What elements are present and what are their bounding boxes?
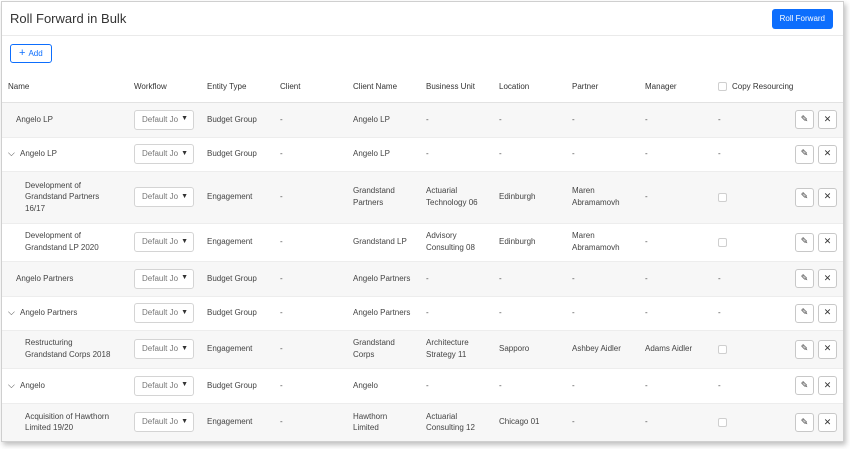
cell-copy-resourcing	[712, 330, 776, 368]
cell-line: -	[572, 380, 575, 390]
cell-location: -	[493, 137, 566, 171]
cell-client-name	[347, 261, 420, 296]
cell-manager: -	[639, 102, 712, 137]
cell-manager: -	[639, 137, 712, 171]
workflow-select[interactable]	[134, 376, 194, 396]
remove-button[interactable]	[818, 413, 837, 432]
cell-line: Acquisition of Hawthorn	[25, 411, 110, 421]
cell-name	[2, 261, 128, 296]
cell-client-name	[347, 102, 420, 137]
cell-partner	[566, 330, 639, 368]
cell-line: Strategy 11	[426, 350, 467, 359]
pencil-icon: ✎	[800, 236, 809, 247]
table-row	[2, 102, 844, 137]
cell-copy-resourcing	[712, 223, 776, 261]
close-icon: ✕	[823, 307, 832, 318]
cell-workflow	[128, 403, 201, 441]
cell-actions	[776, 296, 844, 330]
cell-partner	[566, 296, 639, 330]
cell-name	[2, 137, 128, 171]
cell-partner	[566, 171, 639, 223]
col-header-copy-resourcing	[712, 71, 844, 102]
cell-location: Chicago 01	[493, 403, 566, 441]
cell-copy-resourcing	[712, 403, 776, 441]
cell-manager: -	[639, 171, 712, 223]
cell-line: -	[572, 273, 575, 283]
cell-name	[2, 171, 128, 223]
cell-workflow	[128, 261, 201, 296]
cell-actions	[776, 368, 844, 403]
pencil-icon: ✎	[800, 307, 809, 318]
cell-workflow	[128, 102, 201, 137]
cell-manager: -	[639, 403, 712, 441]
table-row	[2, 171, 844, 223]
workflow-select[interactable]	[134, 303, 194, 323]
workflow-select-value: Default Jo	[142, 417, 179, 427]
cell-copy-resourcing	[712, 296, 776, 330]
cell-partner	[566, 223, 639, 261]
col-header-client-name[interactable]: Client Name	[347, 71, 420, 102]
cell-client: -	[274, 223, 347, 261]
cell-location: Edinburgh	[493, 223, 566, 261]
cell-entity-type: Budget Group	[201, 102, 274, 137]
cell-line: Grandstand LP	[353, 237, 407, 247]
workflow-select-value: Default Jo	[142, 273, 179, 283]
edit-button[interactable]	[795, 376, 814, 395]
add-button[interactable]	[10, 44, 52, 63]
cell-line: -	[426, 380, 429, 390]
cell-line: Angelo Partners	[353, 273, 411, 283]
caret-down-icon: ▼	[181, 418, 188, 426]
copy-resourcing-value: -	[718, 380, 721, 390]
cell-entity-type: Budget Group	[201, 137, 274, 171]
panel-header	[2, 2, 843, 36]
close-icon: ✕	[823, 236, 832, 247]
cell-partner	[566, 137, 639, 171]
pencil-icon: ✎	[800, 148, 809, 159]
copy-resourcing-value: -	[718, 308, 721, 318]
cell-actions	[776, 261, 844, 296]
cell-entity-type: Budget Group	[201, 296, 274, 330]
cell-entity-type: Budget Group	[201, 368, 274, 403]
close-icon: ✕	[823, 113, 832, 124]
col-header-manager[interactable]: Manager	[639, 71, 712, 102]
cell-line: Advisory	[426, 231, 457, 241]
cell-location: -	[493, 368, 566, 403]
cell-line: -	[426, 114, 429, 124]
edit-button[interactable]	[795, 304, 814, 323]
cell-line: Grandstand	[353, 338, 395, 348]
cell-line: Actuarial	[426, 186, 458, 196]
cell-line: Angelo LP	[353, 114, 390, 124]
chevron-down-icon[interactable]: ⌵	[8, 148, 15, 159]
roll-forward-button[interactable]: Roll Forward	[772, 9, 833, 29]
close-icon: ✕	[823, 191, 832, 202]
cell-line: -	[426, 149, 429, 159]
cell-client: -	[274, 102, 347, 137]
cell-manager: -	[639, 261, 712, 296]
col-header-business-unit[interactable]: Business Unit	[420, 71, 493, 102]
cell-name	[2, 223, 128, 261]
table-row	[2, 330, 844, 368]
cell-manager: -	[639, 223, 712, 261]
cell-client-name	[347, 330, 420, 368]
copy-resourcing-value: -	[718, 114, 721, 124]
cell-actions	[776, 171, 844, 223]
pencil-icon: ✎	[800, 379, 809, 390]
caret-down-icon: ▼	[181, 308, 188, 316]
cell-line: -	[572, 308, 575, 318]
cell-line: Grandstand LP 2020	[25, 243, 99, 252]
cell-line: -	[572, 417, 575, 427]
col-header-entity-type[interactable]: Entity Type	[201, 71, 274, 102]
cell-line: Actuarial	[426, 411, 458, 421]
cell-client-name	[347, 403, 420, 441]
cell-copy-resourcing	[712, 137, 776, 171]
workflow-select[interactable]	[134, 412, 194, 432]
cell-workflow	[128, 330, 201, 368]
pencil-icon: ✎	[800, 416, 809, 427]
col-header-workflow[interactable]: Workflow	[128, 71, 201, 102]
cell-location: -	[493, 102, 566, 137]
remove-button[interactable]	[818, 233, 837, 252]
cell-business-unit	[420, 403, 493, 441]
cell-workflow	[128, 296, 201, 330]
caret-down-icon: ▼	[181, 381, 188, 389]
remove-button[interactable]	[818, 145, 837, 164]
table-row	[2, 223, 844, 261]
cell-name	[2, 403, 128, 441]
pencil-icon: ✎	[800, 272, 809, 283]
cell-location: Sapporo	[493, 330, 566, 368]
cell-line: Partners	[353, 198, 384, 207]
cell-line: -	[572, 114, 575, 124]
cell-name	[2, 330, 128, 368]
cell-location: Edinburgh	[493, 171, 566, 223]
workflow-select-value: Default Jo	[142, 380, 179, 390]
table-row	[2, 403, 844, 441]
workflow-select[interactable]	[134, 144, 194, 164]
cell-line: Hawthorn	[353, 411, 388, 421]
cell-line: Angelo	[353, 380, 378, 390]
cell-line: Maren	[572, 186, 595, 196]
caret-down-icon: ▼	[181, 237, 188, 245]
cell-line: -	[572, 149, 575, 159]
cell-partner	[566, 403, 639, 441]
cell-line: Angelo Partners	[353, 308, 411, 318]
caret-down-icon: ▼	[181, 115, 188, 123]
cell-line: Angelo Partners	[16, 273, 74, 283]
plus-icon: +	[19, 47, 26, 59]
add-button-label: Add	[28, 49, 43, 58]
cell-line: Restructuring	[25, 338, 73, 348]
cell-actions	[776, 223, 844, 261]
pencil-icon: ✎	[800, 343, 809, 354]
cell-line: Abramamovh	[572, 243, 620, 252]
workflow-select-value: Default Jo	[142, 149, 179, 159]
col-header-name[interactable]: Name	[2, 71, 128, 102]
toolbar	[2, 36, 843, 71]
cell-copy-resourcing	[712, 171, 776, 223]
workflow-select[interactable]	[134, 110, 194, 130]
cell-line: -	[426, 273, 429, 283]
roll-forward-panel	[1, 1, 844, 442]
cell-workflow	[128, 171, 201, 223]
cell-line: Consulting 08	[426, 243, 475, 252]
workflow-select-value: Default Jo	[142, 114, 179, 124]
workflow-select[interactable]	[134, 269, 194, 289]
pencil-icon: ✎	[800, 191, 809, 202]
workflow-select-value: Default Jo	[142, 308, 179, 318]
cell-client: -	[274, 368, 347, 403]
edit-button[interactable]	[795, 233, 814, 252]
cell-actions	[776, 102, 844, 137]
roll-forward-table	[2, 71, 844, 441]
copy-resourcing-checkbox[interactable]	[718, 238, 727, 247]
cell-line: Angelo Partners	[20, 308, 78, 318]
close-icon: ✕	[823, 272, 832, 283]
workflow-select[interactable]	[134, 232, 194, 252]
chevron-down-icon[interactable]: ⌵	[8, 379, 15, 390]
cell-actions	[776, 330, 844, 368]
cell-manager: -	[639, 296, 712, 330]
cell-client-name	[347, 296, 420, 330]
cell-line: Corps	[353, 350, 375, 359]
cell-client: -	[274, 171, 347, 223]
close-icon: ✕	[823, 148, 832, 159]
table-header-row	[2, 71, 844, 102]
workflow-select-value: Default Jo	[142, 344, 179, 354]
edit-button[interactable]	[795, 110, 814, 129]
cell-workflow	[128, 223, 201, 261]
caret-down-icon: ▼	[181, 344, 188, 352]
cell-business-unit	[420, 137, 493, 171]
col-header-client[interactable]: Client	[274, 71, 347, 102]
cell-partner	[566, 261, 639, 296]
cell-workflow	[128, 137, 201, 171]
cell-workflow	[128, 368, 201, 403]
copy-resourcing-checkbox[interactable]	[718, 193, 727, 202]
cell-entity-type: Engagement	[201, 330, 274, 368]
col-header-partner[interactable]: Partner	[566, 71, 639, 102]
remove-button[interactable]	[818, 304, 837, 323]
cell-line: Architecture	[426, 338, 469, 348]
cell-client-name	[347, 368, 420, 403]
cell-line: Limited	[353, 423, 379, 433]
cell-line: Development of	[25, 231, 82, 241]
cell-partner	[566, 368, 639, 403]
copy-resourcing-select-all-checkbox[interactable]	[718, 82, 727, 91]
cell-name	[2, 296, 128, 330]
cell-manager: -	[639, 368, 712, 403]
cell-line: 16/17	[25, 203, 46, 213]
edit-button[interactable]	[795, 340, 814, 359]
copy-resourcing-checkbox[interactable]	[718, 345, 727, 354]
cell-client-name	[347, 171, 420, 223]
cell-copy-resourcing	[712, 261, 776, 296]
cell-manager: Adams Aidler	[639, 330, 712, 368]
close-icon: ✕	[823, 379, 832, 390]
cell-business-unit	[420, 223, 493, 261]
remove-button[interactable]	[818, 188, 837, 207]
cell-entity-type: Engagement	[201, 403, 274, 441]
cell-name	[2, 102, 128, 137]
cell-partner	[566, 102, 639, 137]
cell-location: -	[493, 296, 566, 330]
cell-copy-resourcing	[712, 102, 776, 137]
cell-line: Grandstand Corps 2018	[25, 350, 111, 359]
page-title: Roll Forward in Bulk	[10, 11, 127, 26]
cell-entity-type: Budget Group	[201, 261, 274, 296]
workflow-select[interactable]	[134, 339, 194, 359]
cell-actions	[776, 403, 844, 441]
pencil-icon: ✎	[800, 113, 809, 124]
close-icon: ✕	[823, 416, 832, 427]
cell-line: Grandstand Partners	[25, 192, 100, 202]
cell-line: Limited 19/20	[25, 423, 74, 433]
cell-client: -	[274, 403, 347, 441]
table-row	[2, 261, 844, 296]
cell-line: Ashbey Aidler	[572, 344, 621, 354]
edit-button[interactable]	[795, 269, 814, 288]
workflow-select-value: Default Jo	[142, 237, 179, 247]
cell-location: -	[493, 261, 566, 296]
caret-down-icon: ▼	[181, 149, 188, 157]
cell-line: Technology 06	[426, 198, 478, 207]
cell-line: Development of	[25, 180, 82, 190]
cell-line: Abramamovh	[572, 198, 620, 207]
cell-line: Angelo	[20, 380, 45, 390]
cell-business-unit	[420, 330, 493, 368]
cell-client: -	[274, 137, 347, 171]
cell-line: Angelo LP	[353, 149, 390, 159]
caret-down-icon: ▼	[181, 192, 188, 200]
cell-business-unit	[420, 171, 493, 223]
table-row	[2, 368, 844, 403]
cell-client: -	[274, 296, 347, 330]
cell-business-unit	[420, 296, 493, 330]
cell-line: -	[426, 308, 429, 318]
cell-business-unit	[420, 102, 493, 137]
copy-resourcing-value: -	[718, 149, 721, 159]
cell-client-name	[347, 137, 420, 171]
copy-resourcing-checkbox[interactable]	[718, 418, 727, 427]
remove-button[interactable]	[818, 376, 837, 395]
remove-button[interactable]	[818, 340, 837, 359]
workflow-select[interactable]	[134, 187, 194, 207]
cell-entity-type: Engagement	[201, 171, 274, 223]
cell-line: Angelo LP	[20, 149, 57, 159]
cell-line: Consulting 12	[426, 423, 475, 433]
cell-name	[2, 368, 128, 403]
col-header-location[interactable]: Location	[493, 71, 566, 102]
remove-button[interactable]	[818, 110, 837, 129]
cell-line: Angelo LP	[16, 114, 53, 124]
cell-entity-type: Engagement	[201, 223, 274, 261]
cell-copy-resourcing	[712, 368, 776, 403]
caret-down-icon: ▼	[181, 274, 188, 282]
table-row	[2, 137, 844, 171]
cell-line: Grandstand	[353, 186, 395, 196]
copy-resourcing-value: -	[718, 273, 721, 283]
cell-business-unit	[420, 368, 493, 403]
edit-button[interactable]	[795, 188, 814, 207]
cell-client: -	[274, 261, 347, 296]
remove-button[interactable]	[818, 269, 837, 288]
chevron-down-icon[interactable]: ⌵	[8, 307, 15, 318]
close-icon: ✕	[823, 343, 832, 354]
cell-client: -	[274, 330, 347, 368]
cell-actions	[776, 137, 844, 171]
edit-button[interactable]	[795, 413, 814, 432]
table-row	[2, 296, 844, 330]
workflow-select-value: Default Jo	[142, 192, 179, 202]
copy-resourcing-label: Copy Resourcing	[732, 81, 794, 91]
cell-client-name	[347, 223, 420, 261]
cell-business-unit	[420, 261, 493, 296]
cell-line: Maren	[572, 231, 595, 241]
edit-button[interactable]	[795, 145, 814, 164]
